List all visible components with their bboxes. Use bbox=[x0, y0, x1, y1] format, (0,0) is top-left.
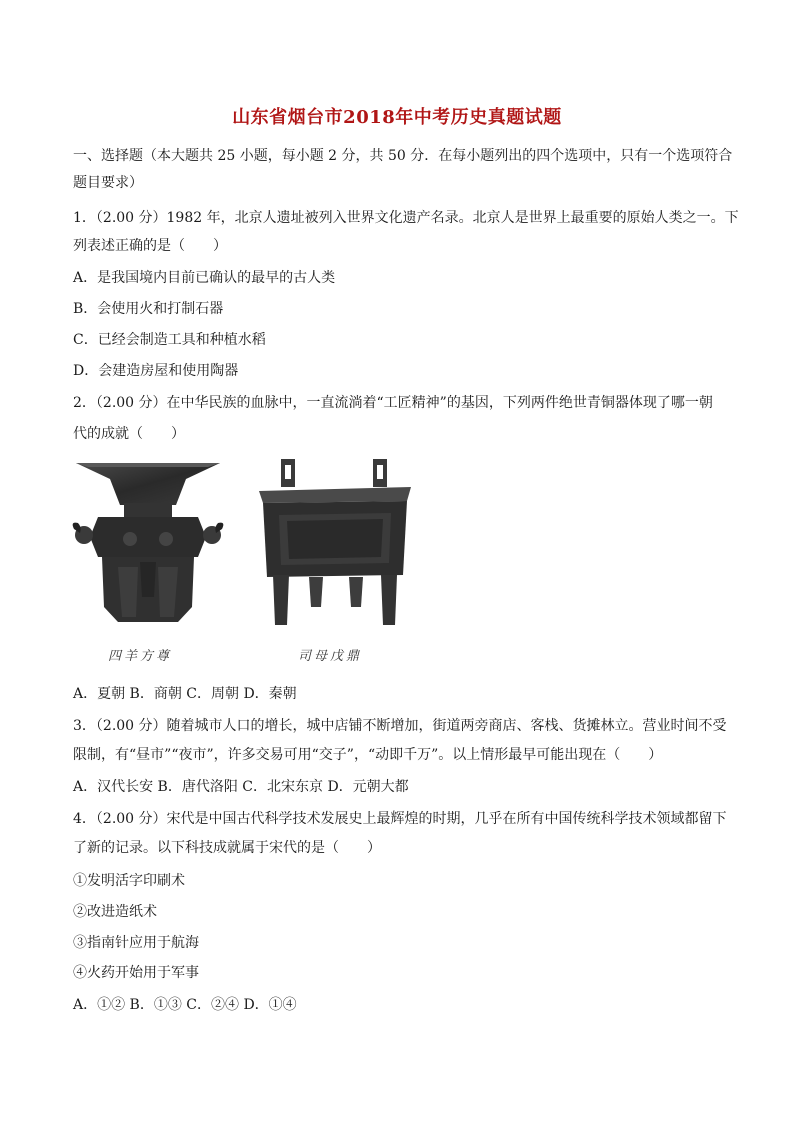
question-1-line2: 列表述正确的是（ ） bbox=[73, 238, 227, 254]
section-instructions-line2: 题目要求） bbox=[73, 175, 143, 191]
caption-simuwu-ding: 司母戊鼎 bbox=[298, 649, 363, 664]
four-ram-square-zun-image bbox=[68, 457, 228, 632]
question-1-option-a: A．是我国境内目前已确认的最早的古人类 bbox=[73, 270, 336, 286]
question-3-line2: 限制，有“昼市”“夜市”，许多交易可用“交子”，“动即千万”。以上情形最早可能出现在（ ） bbox=[73, 747, 663, 763]
question-3-line1: 3．（2.00 分）随着城市人口的增长，城中店铺不断增加，街道两旁商店、客栈、货摊林立。营业时间不受 bbox=[73, 718, 727, 734]
question-4-line1: 4．（2.00 分）宋代是中国古代科学技术发展史上最辉煌的时期，几乎在所有中国传统科学技术领域都留下 bbox=[73, 811, 727, 827]
section-instructions-line1: 一、选择题（本大题共 25 小题，每小题 2 分，共 50 分．在每小题列出的四个选项中，只有一个选项符合 bbox=[73, 148, 733, 164]
question-4-options: A．①② B．①③ C．②④ D．①④ bbox=[73, 997, 297, 1013]
question-2-line1: 2．（2.00 分）在中华民族的血脉中，一直流淌着“工匠精神”的基因，下列两件绝世青铜器体现了哪一朝 bbox=[73, 395, 713, 411]
question-1-option-d: D．会建造房屋和使用陶器 bbox=[73, 363, 239, 379]
question-1-option-c: C．已经会制造工具和种植水稻 bbox=[73, 332, 266, 348]
question-2-options: A．夏朝 B．商朝 C．周朝 D．秦朝 bbox=[73, 686, 297, 702]
question-4-item-4: ④火药开始用于军事 bbox=[73, 965, 199, 981]
page-title: 山东省烟台市2018年中考历史真题试题 bbox=[232, 107, 562, 128]
question-2-line2: 代的成就（ ） bbox=[73, 426, 185, 442]
bronze-vessels-figure bbox=[68, 455, 428, 675]
question-1-option-b: B．会使用火和打制石器 bbox=[73, 301, 224, 317]
simuwu-ding-image bbox=[253, 457, 418, 632]
question-4-item-1: ①发明活字印刷术 bbox=[73, 873, 185, 889]
question-4-item-3: ③指南针应用于航海 bbox=[73, 935, 199, 951]
caption-four-ram-square-zun: 四羊方尊 bbox=[108, 649, 173, 664]
question-4-item-2: ②改进造纸术 bbox=[73, 904, 157, 920]
question-3-options: A．汉代长安 B．唐代洛阳 C．北宋东京 D．元朝大都 bbox=[73, 779, 409, 795]
question-4-line2: 了新的记录。以下科技成就属于宋代的是（ ） bbox=[73, 840, 381, 856]
question-1-line1: 1．（2.00 分）1982 年，北京人遗址被列入世界文化遗产名录。北京人是世界上最重要的原始人类之一。下 bbox=[73, 210, 739, 226]
